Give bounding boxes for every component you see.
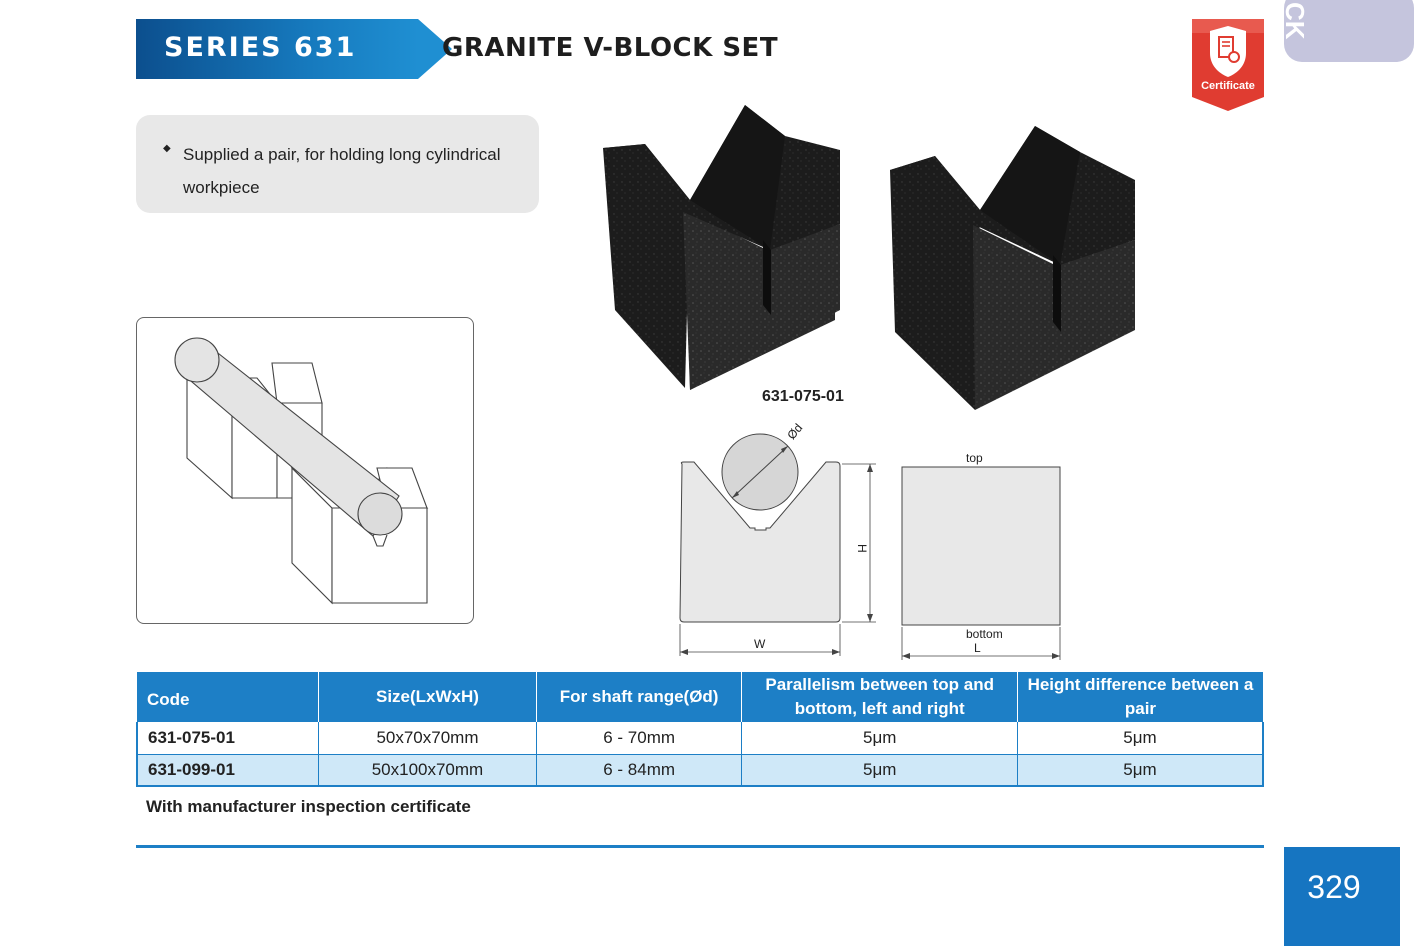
column-header-parallelism: Parallelism between top and bottom, left and right — [742, 672, 1017, 722]
width-label: W — [754, 637, 766, 651]
column-header-code: Code — [137, 672, 319, 722]
footnote: With manufacturer inspection certificate — [146, 797, 471, 816]
bottom-label: bottom — [966, 627, 1003, 641]
certificate-shield-icon — [1192, 19, 1264, 111]
dimension-drawing — [670, 418, 1080, 668]
column-header-height-difference: Height difference between a pair — [1017, 672, 1263, 722]
cell-size: 50x70x70mm — [319, 722, 537, 754]
cell-height-difference: 5μm — [1017, 754, 1263, 786]
feature-text: Supplied a pair, for holding long cylindrical workpiece — [183, 145, 501, 197]
product-photo — [595, 100, 1155, 420]
section-tab[interactable] — [1280, 0, 1414, 62]
feature-box — [136, 115, 539, 213]
length-label: L — [974, 641, 981, 655]
page-number-box — [1284, 847, 1400, 946]
section-tab-label: CK — [1280, 2, 1310, 40]
column-header-shaft-range: For shaft range(Ød) — [536, 672, 742, 722]
cell-shaft-range: 6 - 84mm — [536, 754, 742, 786]
cell-shaft-range: 6 - 70mm — [536, 722, 742, 754]
diameter-label: Ød — [784, 420, 806, 443]
vblock-left — [603, 105, 840, 390]
vblock-with-shaft-drawing — [137, 318, 475, 625]
vblock-dimension-drawing — [670, 418, 1080, 668]
spec-table — [136, 672, 1264, 787]
bullet-icon: ◆ — [163, 143, 171, 154]
cell-code: 631-099-01 — [137, 754, 319, 786]
page-title: GRANITE V-BLOCK SET — [442, 33, 779, 63]
certificate-badge — [1192, 19, 1264, 111]
vblock-right — [890, 126, 1135, 410]
cell-parallelism: 5μm — [742, 754, 1017, 786]
series-label: SERIES 631 — [164, 32, 357, 63]
bottom-divider — [136, 845, 1264, 848]
height-label: H — [855, 544, 869, 553]
table-row — [137, 722, 1263, 754]
certificate-label: Certificate — [1201, 80, 1255, 92]
cell-code: 631-075-01 — [137, 722, 319, 754]
table-row — [137, 754, 1263, 786]
photo-caption: 631-075-01 — [762, 388, 844, 405]
page-number: 329 — [1307, 869, 1361, 905]
cell-size: 50x100x70mm — [319, 754, 537, 786]
series-block — [136, 19, 418, 79]
cell-parallelism: 5μm — [742, 722, 1017, 754]
table-header-row — [137, 672, 1263, 722]
granite-vblock-photo — [595, 100, 1155, 420]
usage-illustration — [136, 317, 474, 624]
cell-height-difference: 5μm — [1017, 722, 1263, 754]
column-header-size: Size(LxWxH) — [319, 672, 537, 722]
header-banner — [136, 19, 816, 79]
top-label: top — [966, 451, 983, 465]
